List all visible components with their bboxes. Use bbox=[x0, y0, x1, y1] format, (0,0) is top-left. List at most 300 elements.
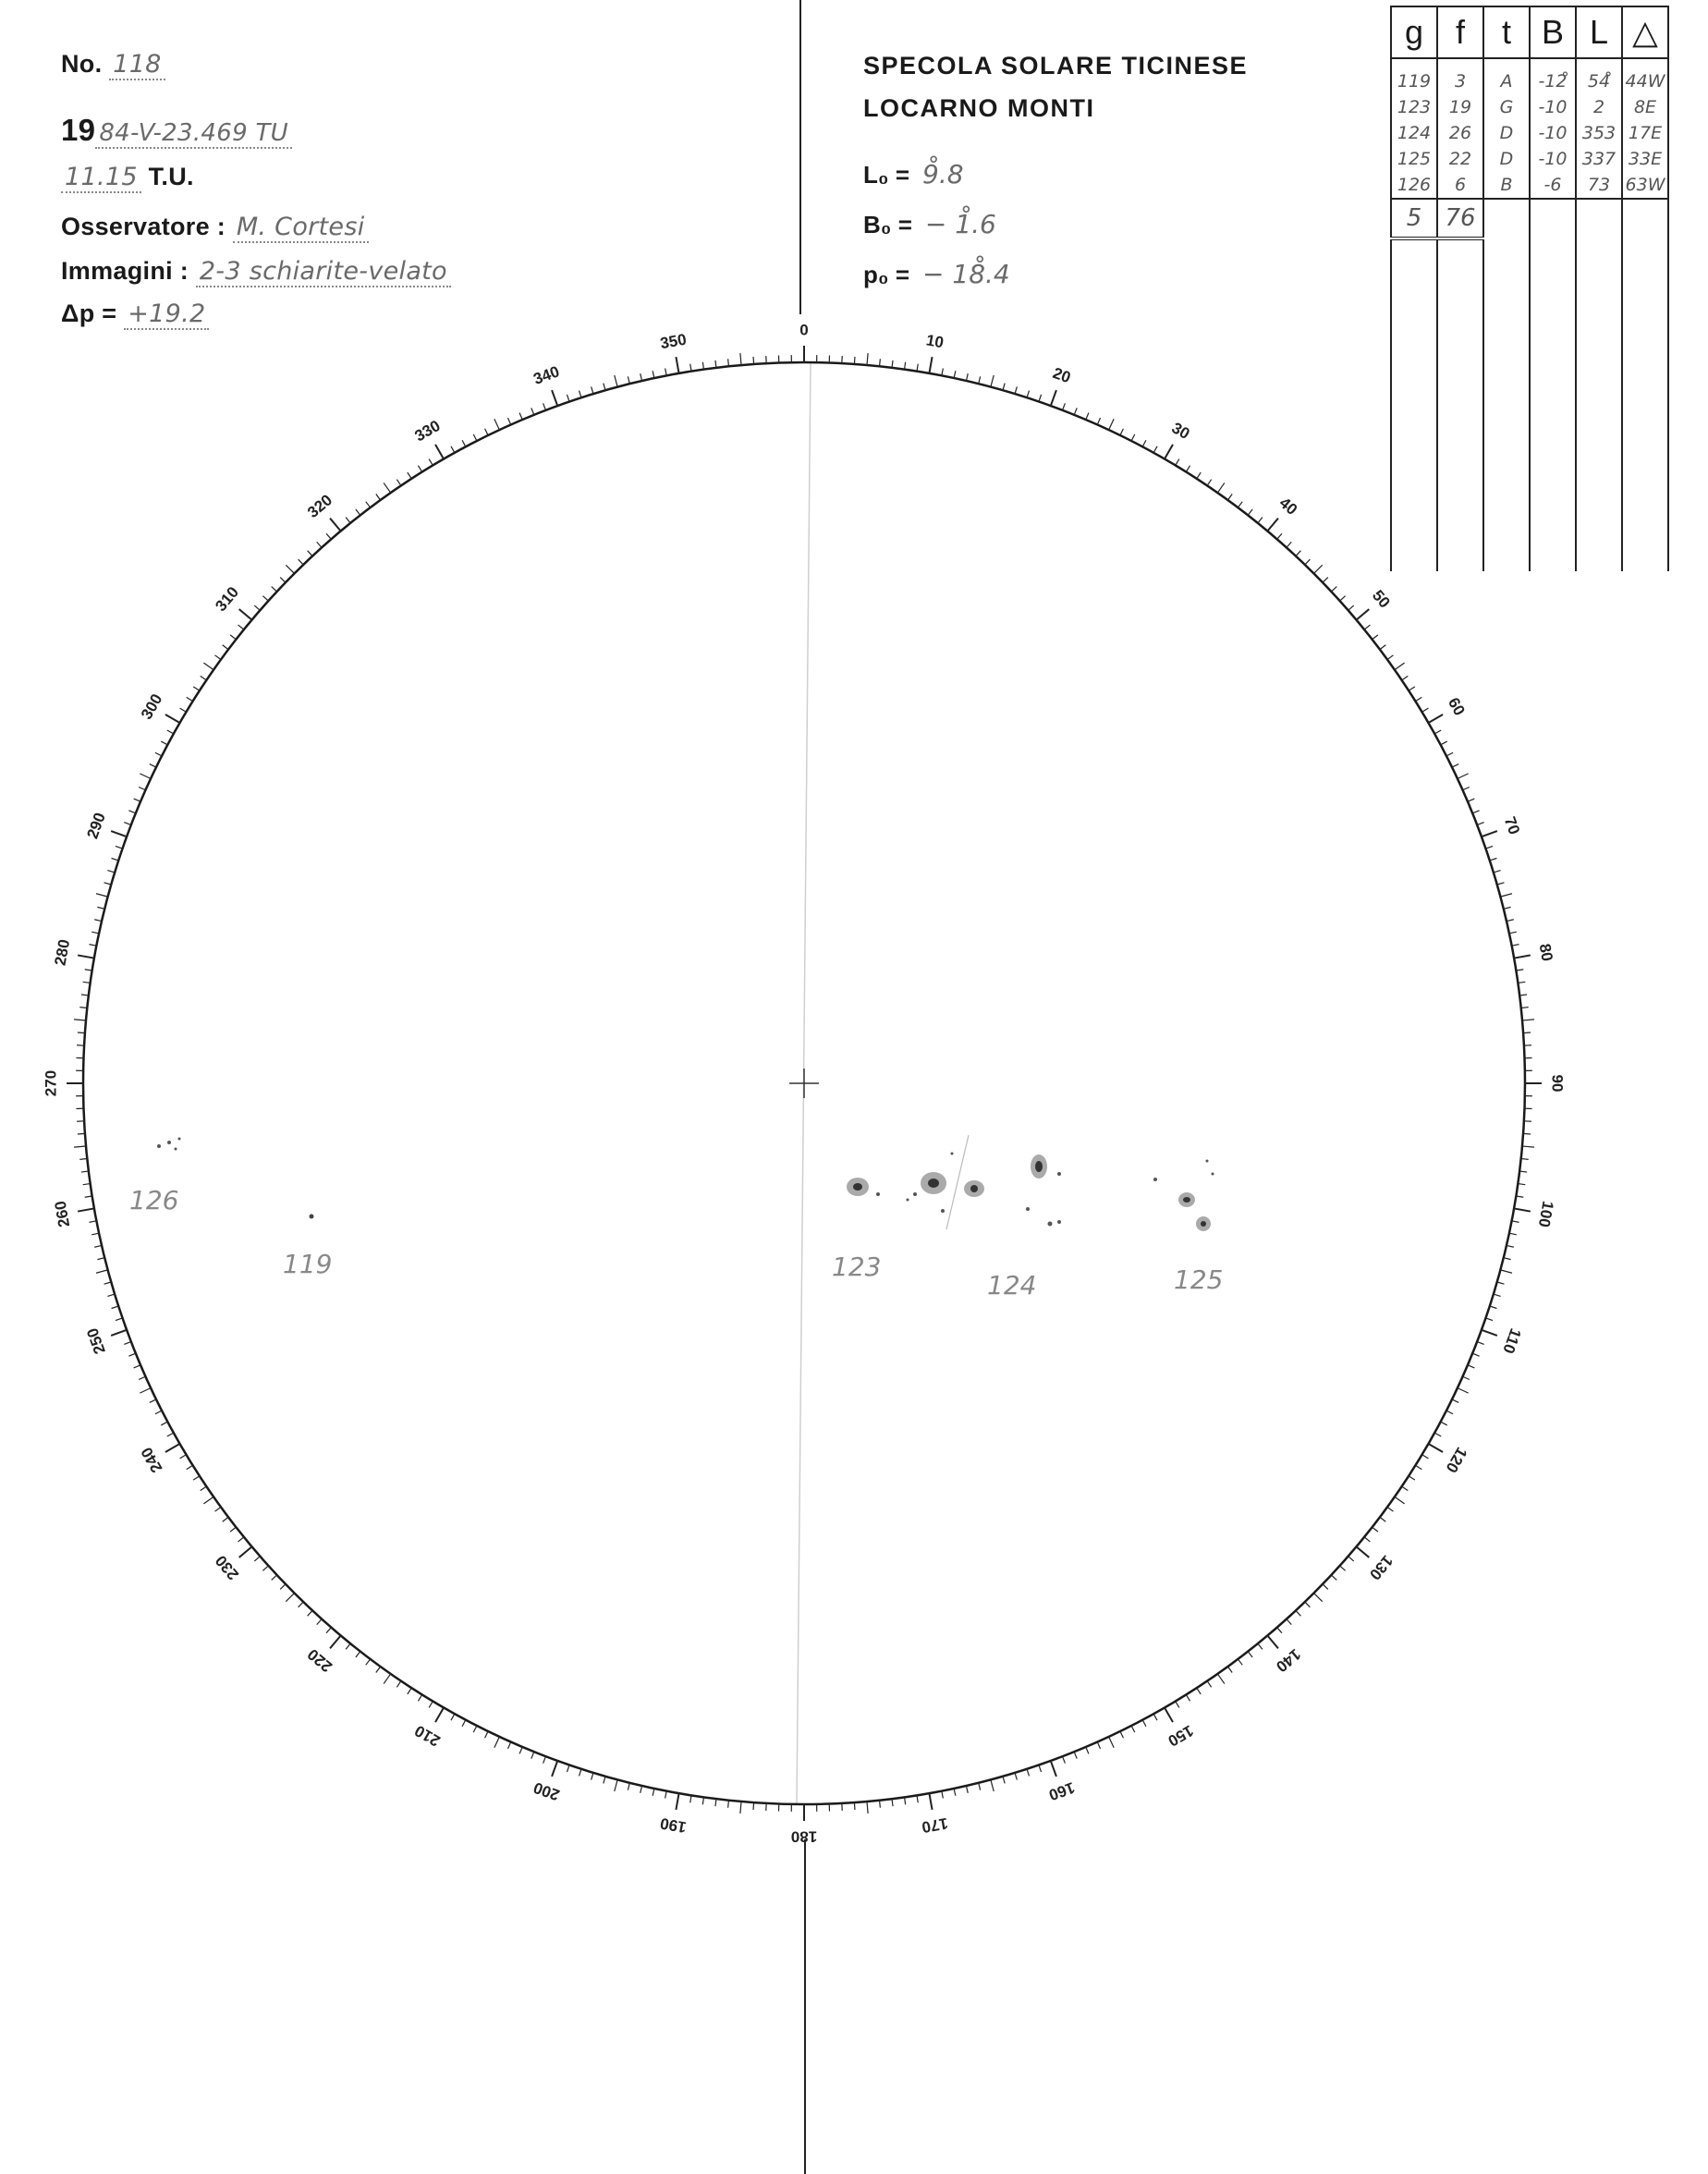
scale-tick bbox=[435, 1707, 444, 1722]
scale-tick bbox=[1522, 1146, 1534, 1147]
scale-tick bbox=[155, 752, 162, 756]
scale-tick bbox=[107, 1294, 115, 1296]
scale-tick bbox=[1258, 1643, 1263, 1649]
scale-tick bbox=[1039, 1765, 1042, 1773]
group-label-123: 123 bbox=[832, 1252, 882, 1282]
scale-tick bbox=[94, 1245, 102, 1247]
scale-tick bbox=[1486, 1318, 1494, 1321]
scale-tick bbox=[1258, 518, 1263, 523]
scale-tick bbox=[124, 823, 130, 825]
scale-tick bbox=[396, 480, 400, 486]
cell-delta: 8E bbox=[1622, 94, 1668, 120]
scale-label-0: 0 bbox=[799, 321, 809, 339]
col-B: B bbox=[1530, 6, 1576, 58]
scale-tick bbox=[1518, 982, 1525, 983]
time-label: T.U. bbox=[148, 163, 194, 190]
scale-tick bbox=[552, 390, 557, 406]
scale-tick bbox=[435, 445, 444, 459]
scale-tick bbox=[1482, 831, 1497, 837]
col-t: t bbox=[1483, 6, 1530, 58]
cell-f: 22 bbox=[1437, 146, 1483, 172]
images-value: 2-3 schiarite-velato bbox=[196, 257, 451, 287]
scale-tick bbox=[892, 360, 893, 368]
scale-label-290: 290 bbox=[83, 810, 109, 841]
scale-tick bbox=[346, 518, 350, 523]
scale-tick bbox=[1409, 1476, 1415, 1480]
scale-tick bbox=[1331, 1575, 1336, 1580]
scale-tick bbox=[1516, 1196, 1523, 1197]
cell-f: 19 bbox=[1437, 94, 1483, 120]
group-label-126: 126 bbox=[129, 1185, 179, 1215]
scale-tick bbox=[880, 1801, 881, 1808]
scale-tick bbox=[1494, 871, 1501, 873]
scale-label-310: 310 bbox=[212, 583, 243, 616]
scale-tick bbox=[1348, 1557, 1354, 1561]
cell-t: B bbox=[1483, 172, 1530, 199]
scale-tick bbox=[150, 764, 156, 768]
scale-tick bbox=[1120, 429, 1124, 435]
scale-tick bbox=[376, 1667, 381, 1672]
scale-tick bbox=[929, 357, 932, 373]
scale-tick bbox=[272, 1575, 277, 1580]
scale-label-70: 70 bbox=[1500, 814, 1524, 837]
scale-tick bbox=[1217, 1674, 1224, 1684]
scale-tick bbox=[519, 413, 522, 420]
cell-f: 6 bbox=[1437, 172, 1483, 199]
group-label-119: 119 bbox=[283, 1249, 333, 1279]
scale-tick bbox=[1039, 395, 1042, 402]
scale-tick bbox=[942, 1791, 944, 1799]
cell-g: 124 bbox=[1391, 120, 1437, 146]
scale-tick bbox=[193, 687, 200, 690]
scale-tick bbox=[579, 391, 580, 398]
scale-tick bbox=[150, 1399, 156, 1403]
scale-label-60: 60 bbox=[1444, 694, 1469, 719]
scale-tick bbox=[507, 1742, 510, 1749]
scale-label-170: 170 bbox=[920, 1814, 950, 1837]
scale-tick bbox=[155, 1411, 162, 1414]
scale-tick bbox=[1051, 1761, 1056, 1777]
scale-tick bbox=[161, 741, 167, 745]
scale-tick bbox=[1207, 480, 1211, 486]
scale-label-80: 80 bbox=[1535, 942, 1556, 963]
scale-tick bbox=[1003, 1777, 1005, 1784]
scale-tick bbox=[1523, 1032, 1531, 1033]
scale-tick bbox=[1186, 466, 1190, 472]
scale-tick bbox=[286, 1594, 294, 1602]
total-groups: 5 bbox=[1391, 199, 1437, 238]
scale-tick bbox=[543, 1756, 546, 1763]
scale-tick bbox=[615, 375, 617, 387]
scale-tick bbox=[1165, 445, 1173, 459]
scale-tick bbox=[1296, 551, 1300, 556]
scale-tick bbox=[230, 635, 236, 640]
scale-tick bbox=[201, 1486, 207, 1490]
scale-tick bbox=[308, 551, 312, 556]
delta-p-label: Δp = bbox=[61, 299, 117, 327]
scale-tick bbox=[346, 1643, 350, 1649]
scale-tick bbox=[1314, 1594, 1323, 1602]
observatory-name: SPECOLA SOLARE TICINESE bbox=[863, 52, 1249, 79]
scale-tick bbox=[1051, 390, 1056, 406]
images-label: Immagini : bbox=[61, 257, 189, 285]
cell-B: -10 bbox=[1530, 146, 1576, 172]
scale-tick bbox=[1323, 1584, 1328, 1590]
scale-tick bbox=[165, 1444, 180, 1452]
scale-label-150: 150 bbox=[1165, 1721, 1197, 1751]
scale-tick bbox=[615, 1779, 617, 1791]
scale-label-90: 90 bbox=[1548, 1074, 1567, 1093]
scale-tick bbox=[429, 1702, 433, 1708]
scale-tick bbox=[917, 364, 918, 372]
scale-tick bbox=[139, 787, 145, 789]
scale-tick bbox=[1197, 472, 1201, 479]
scale-tick bbox=[203, 1496, 214, 1503]
scale-tick bbox=[1357, 609, 1370, 620]
scale-tick bbox=[753, 357, 754, 364]
scale-tick bbox=[1516, 970, 1523, 971]
scale-tick bbox=[1207, 1681, 1211, 1688]
B0-value: − 1̊.6 bbox=[924, 209, 996, 239]
scale-tick bbox=[507, 418, 510, 424]
scale-label-140: 140 bbox=[1272, 1644, 1304, 1676]
scale-tick bbox=[905, 1797, 906, 1804]
scale-tick bbox=[1490, 1306, 1497, 1308]
scale-label-240: 240 bbox=[137, 1444, 166, 1476]
scale-tick bbox=[494, 419, 499, 430]
scale-tick bbox=[929, 1793, 932, 1810]
scale-tick bbox=[1238, 502, 1242, 507]
scale-tick bbox=[366, 502, 371, 507]
scale-tick bbox=[167, 730, 174, 734]
cell-L: 337 bbox=[1576, 146, 1622, 172]
scale-tick bbox=[1446, 752, 1453, 756]
scale-tick bbox=[239, 1546, 252, 1557]
scale-label-160: 160 bbox=[1046, 1778, 1078, 1804]
cell-delta: 33E bbox=[1622, 146, 1668, 172]
scale-tick bbox=[1063, 403, 1066, 409]
scale-tick bbox=[187, 1465, 193, 1469]
scale-tick bbox=[702, 1797, 703, 1804]
col-g: g bbox=[1391, 6, 1437, 58]
scale-tick bbox=[308, 1610, 312, 1616]
scale-label-40: 40 bbox=[1275, 494, 1301, 519]
scale-tick bbox=[223, 1517, 228, 1521]
scale-tick bbox=[1331, 587, 1336, 592]
scale-tick bbox=[384, 482, 390, 493]
cell-t: G bbox=[1483, 94, 1530, 120]
group-label-124: 124 bbox=[987, 1270, 1037, 1301]
scale-label-210: 210 bbox=[411, 1721, 444, 1751]
scale-tick bbox=[1120, 1731, 1124, 1738]
scale-tick bbox=[262, 596, 268, 601]
scale-tick bbox=[1486, 846, 1494, 849]
p0-label: p₀ = bbox=[863, 261, 910, 288]
scale-tick bbox=[1422, 708, 1429, 712]
scale-tick bbox=[1497, 1282, 1505, 1284]
scale-tick bbox=[408, 1688, 411, 1694]
scale-tick bbox=[78, 955, 94, 958]
scale-tick bbox=[702, 362, 703, 370]
scale-tick bbox=[201, 676, 207, 679]
scale-tick bbox=[326, 533, 331, 539]
scale-label-270: 270 bbox=[42, 1069, 60, 1097]
scale-tick bbox=[89, 945, 96, 947]
cell-g: 125 bbox=[1391, 146, 1437, 172]
scale-tick bbox=[979, 1783, 981, 1790]
scale-tick bbox=[653, 371, 654, 378]
scale-tick bbox=[1409, 687, 1415, 690]
year-prefix: 19 bbox=[61, 113, 96, 147]
scale-tick bbox=[376, 494, 381, 499]
scale-tick bbox=[1305, 1602, 1311, 1607]
scale-tick bbox=[954, 1789, 956, 1796]
cell-L: 73 bbox=[1576, 172, 1622, 199]
scale-tick bbox=[78, 1032, 85, 1033]
scale-tick bbox=[111, 1330, 127, 1336]
scale-tick bbox=[1514, 955, 1531, 958]
scale-label-110: 110 bbox=[1499, 1325, 1525, 1356]
scale-tick bbox=[1380, 645, 1385, 650]
scale-tick bbox=[1063, 1756, 1066, 1763]
scale-tick bbox=[1074, 1752, 1077, 1758]
scale-label-260: 260 bbox=[51, 1199, 74, 1229]
scale-tick bbox=[676, 357, 678, 373]
scale-tick bbox=[187, 697, 193, 701]
cell-L: 353 bbox=[1576, 120, 1622, 146]
observer-label: Osservatore : bbox=[61, 213, 226, 240]
scale-tick bbox=[1109, 419, 1114, 430]
scale-tick bbox=[1287, 1619, 1291, 1625]
sunspot-group-126 bbox=[157, 1138, 181, 1151]
scale-tick bbox=[1494, 1294, 1501, 1296]
scale-tick bbox=[180, 1455, 187, 1459]
scale-tick bbox=[238, 1537, 244, 1542]
scale-tick bbox=[81, 1171, 89, 1172]
scale-tick bbox=[1153, 1714, 1157, 1720]
L0-label: L₀ = bbox=[863, 161, 910, 189]
scale-tick bbox=[1463, 1376, 1470, 1379]
scale-tick bbox=[1490, 858, 1497, 860]
scale-tick bbox=[1500, 894, 1512, 897]
cell-L: 54̊ bbox=[1576, 58, 1622, 94]
scale-tick bbox=[165, 714, 180, 723]
scale-tick bbox=[1277, 1628, 1282, 1633]
scale-tick bbox=[299, 559, 304, 565]
cell-B: -10 bbox=[1530, 94, 1576, 120]
scale-tick bbox=[1402, 1486, 1409, 1490]
scale-tick bbox=[1227, 494, 1232, 499]
scale-tick bbox=[628, 376, 629, 384]
sunspot-group-125 bbox=[1153, 1160, 1214, 1232]
scale-tick bbox=[384, 1674, 390, 1684]
cell-f: 26 bbox=[1437, 120, 1483, 146]
cell-L: 2 bbox=[1576, 94, 1622, 120]
scale-label-50: 50 bbox=[1368, 586, 1394, 612]
scale-tick bbox=[1217, 482, 1224, 493]
scale-label-120: 120 bbox=[1442, 1444, 1471, 1476]
scale-tick bbox=[1446, 1411, 1453, 1414]
delta-p-value: +19.2 bbox=[124, 299, 209, 330]
scale-tick bbox=[552, 1761, 557, 1777]
scale-tick bbox=[104, 883, 112, 885]
scale-tick bbox=[1428, 714, 1443, 723]
scale-tick bbox=[1340, 596, 1346, 601]
scale-label-320: 320 bbox=[304, 491, 336, 522]
scale-tick bbox=[78, 1133, 85, 1134]
scale-tick bbox=[1364, 625, 1370, 629]
scale-tick bbox=[1248, 1652, 1252, 1657]
scale-tick bbox=[991, 1779, 994, 1791]
scale-tick bbox=[640, 373, 642, 381]
scale-tick bbox=[690, 364, 691, 372]
scale-tick bbox=[1504, 1258, 1511, 1260]
scale-tick bbox=[1387, 1507, 1393, 1511]
scale-tick bbox=[1131, 434, 1135, 441]
scale-tick bbox=[1074, 408, 1077, 414]
scale-tick bbox=[1497, 883, 1505, 885]
scale-tick bbox=[317, 1619, 322, 1625]
scale-tick bbox=[1097, 1742, 1100, 1749]
scale-tick bbox=[1003, 384, 1005, 391]
scale-tick bbox=[89, 1221, 96, 1223]
scale-tick bbox=[1364, 1537, 1370, 1542]
scale-tick bbox=[485, 429, 489, 435]
scale-tick bbox=[653, 1789, 654, 1796]
scale-tick bbox=[485, 1731, 489, 1738]
scale-tick bbox=[280, 1584, 286, 1590]
scale-tick bbox=[79, 1159, 87, 1160]
scale-tick bbox=[180, 708, 187, 712]
scale-tick bbox=[451, 446, 455, 453]
scale-tick bbox=[317, 542, 322, 547]
scale-tick bbox=[1468, 1365, 1474, 1368]
number-value: 118 bbox=[109, 50, 165, 80]
cell-t: A bbox=[1483, 58, 1530, 94]
scale-tick bbox=[85, 1196, 92, 1197]
scale-tick bbox=[140, 1388, 151, 1393]
scale-tick bbox=[161, 1422, 167, 1425]
scale-tick bbox=[1500, 1270, 1512, 1273]
scale-tick bbox=[1086, 413, 1089, 420]
scale-tick bbox=[239, 609, 252, 620]
cell-f: 3 bbox=[1437, 58, 1483, 94]
scale-tick bbox=[330, 1636, 341, 1649]
scale-tick bbox=[299, 1602, 304, 1607]
cell-B: -6 bbox=[1530, 172, 1576, 199]
scale-tick bbox=[1296, 1610, 1300, 1616]
scale-tick bbox=[326, 1628, 331, 1633]
scale-tick bbox=[85, 970, 92, 971]
scale-label-220: 220 bbox=[304, 1644, 336, 1676]
scale-tick bbox=[1452, 1399, 1458, 1403]
scale-tick bbox=[429, 459, 433, 466]
scale-tick bbox=[116, 1318, 123, 1321]
scale-tick bbox=[124, 1342, 130, 1345]
scale-tick bbox=[1248, 509, 1252, 515]
scale-tick bbox=[262, 1566, 268, 1570]
scale-label-230: 230 bbox=[212, 1551, 243, 1583]
scale-tick bbox=[531, 408, 534, 414]
scale-tick bbox=[1504, 907, 1511, 909]
sunspot-group-124 bbox=[921, 1135, 1061, 1229]
scale-tick bbox=[128, 1353, 135, 1356]
scale-tick bbox=[193, 1476, 200, 1480]
scale-tick bbox=[203, 663, 214, 669]
scale-tick bbox=[690, 1795, 691, 1802]
scale-tick bbox=[1314, 565, 1323, 573]
scale-tick bbox=[966, 373, 968, 381]
cell-g: 126 bbox=[1391, 172, 1437, 199]
scale-tick bbox=[92, 1233, 99, 1235]
L0-value: 9̊.8 bbox=[922, 159, 964, 189]
scale-label-340: 340 bbox=[531, 362, 562, 388]
scale-tick bbox=[1472, 811, 1479, 813]
scale-tick bbox=[592, 1773, 593, 1780]
scale-tick bbox=[230, 1527, 236, 1532]
scale-tick bbox=[1482, 1330, 1497, 1336]
scale-tick bbox=[1387, 655, 1393, 660]
scale-tick bbox=[473, 434, 477, 441]
scale-tick bbox=[140, 774, 151, 778]
scale-tick bbox=[665, 1791, 667, 1799]
scale-tick bbox=[1441, 741, 1447, 745]
scale-tick bbox=[753, 1802, 754, 1810]
scale-tick bbox=[1509, 932, 1517, 934]
scale-tick bbox=[1518, 1184, 1525, 1185]
scale-label-20: 20 bbox=[1050, 363, 1073, 387]
scale-tick bbox=[280, 578, 286, 583]
scale-tick bbox=[1153, 446, 1157, 453]
scale-tick bbox=[96, 894, 108, 897]
scale-tick bbox=[1131, 1726, 1135, 1732]
cell-g: 123 bbox=[1391, 94, 1437, 120]
scale-label-100: 100 bbox=[1534, 1199, 1557, 1229]
time-value: 11.15 bbox=[61, 163, 141, 193]
scale-tick bbox=[112, 858, 119, 860]
scale-tick bbox=[543, 403, 546, 409]
scale-tick bbox=[854, 357, 855, 364]
scale-tick bbox=[330, 519, 341, 531]
scale-tick bbox=[134, 799, 140, 801]
scale-tick bbox=[917, 1795, 918, 1802]
col-L: L bbox=[1576, 6, 1622, 58]
scale-tick bbox=[1509, 1233, 1517, 1235]
scale-tick bbox=[1097, 418, 1100, 424]
scale-tick bbox=[1395, 663, 1405, 669]
cell-t: D bbox=[1483, 120, 1530, 146]
scale-tick bbox=[567, 395, 569, 402]
scale-tick bbox=[880, 359, 881, 366]
scale-tick bbox=[1197, 1688, 1201, 1694]
scale-tick bbox=[1428, 1444, 1443, 1452]
scale-tick bbox=[1015, 1773, 1017, 1780]
scale-tick bbox=[462, 1720, 466, 1727]
scale-tick bbox=[1267, 1636, 1278, 1649]
scale-tick bbox=[111, 831, 127, 837]
scale-tick bbox=[78, 1208, 94, 1211]
scale-tick bbox=[1441, 1422, 1447, 1425]
scale-tick bbox=[604, 1777, 605, 1784]
scale-tick bbox=[238, 625, 244, 629]
scale-label-300: 300 bbox=[137, 690, 166, 723]
scale-tick bbox=[1477, 1342, 1483, 1345]
scale-tick bbox=[715, 1799, 716, 1806]
scale-label-280: 280 bbox=[51, 937, 74, 968]
scale-tick bbox=[1027, 1769, 1029, 1777]
scale-tick bbox=[1458, 1388, 1469, 1393]
scale-tick bbox=[1507, 1245, 1514, 1247]
